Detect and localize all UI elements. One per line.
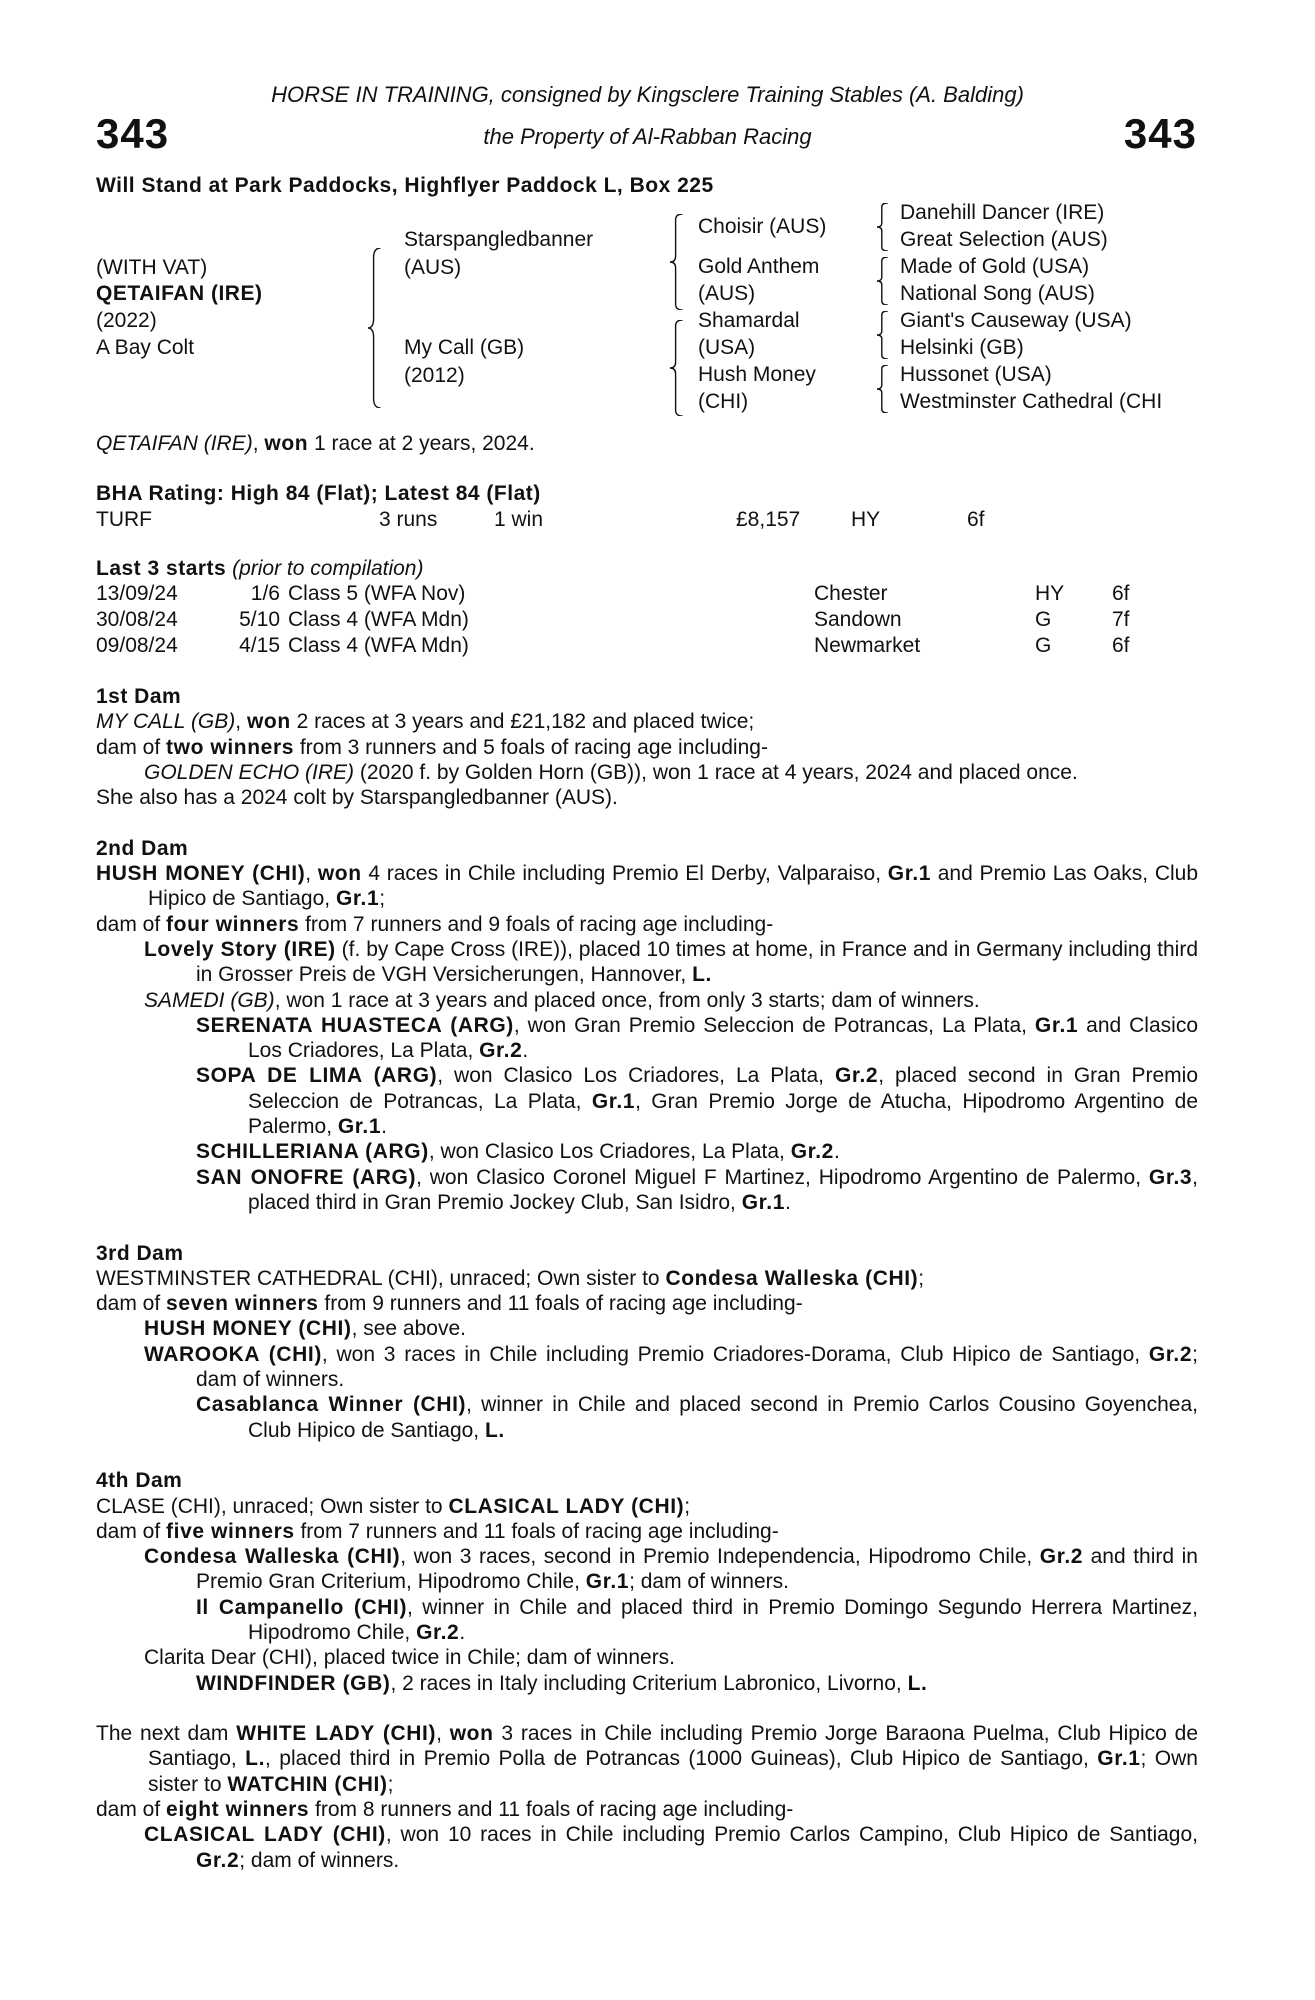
- bold-text: WAROOKA (CHI): [144, 1342, 322, 1366]
- bold-text: L.: [484, 1418, 505, 1442]
- start-pos: 4/15: [239, 634, 280, 657]
- text: from 8 runners and 11 foals of racing age including-: [309, 1798, 794, 1822]
- text: , won 3 races in Chile including Premio Criadores-Dorama, Club Hipico de Santiago,: [321, 1342, 1149, 1366]
- text: , see above.: [351, 1317, 466, 1341]
- pedigree-brace: [877, 257, 889, 305]
- pedigree-paragraph: [96, 1544, 1198, 1595]
- last-starts-heading: [96, 556, 423, 582]
- bold-text: Gr.2: [790, 1140, 834, 1164]
- text: CLASE (CHI), unraced; Own sister to: [96, 1494, 449, 1518]
- pedigree-paragraph: [96, 1139, 1198, 1164]
- text: WESTMINSTER CATHEDRAL (CHI), unraced; Own sister to: [96, 1266, 666, 1290]
- dam-year: (2012): [404, 364, 465, 387]
- italic-text: GOLDEN ECHO (IRE): [144, 760, 355, 784]
- summary-text: 1 race at 2 years, 2024.: [308, 432, 535, 455]
- pedigree-paragraph: [96, 1316, 1198, 1341]
- text: .: [785, 1190, 791, 1214]
- bold-text: SERENATA HUASTECA (ARG): [196, 1013, 514, 1037]
- text: ,: [436, 1722, 450, 1746]
- start-class: Class 5 (WFA Nov): [288, 582, 466, 605]
- text: , won 3 races, second in Premio Independencia, Hipodromo Chile,: [400, 1545, 1040, 1569]
- bold-text: won: [317, 862, 362, 886]
- great-grandparent: National Song (AUS): [900, 282, 1095, 305]
- rating-going: HY: [851, 508, 881, 531]
- text: ; dam of winners.: [239, 1848, 400, 1872]
- bold-text: HUSH MONEY (CHI): [96, 862, 306, 886]
- start-course: Chester: [814, 582, 888, 605]
- great-grandparent: Made of Gold (USA): [900, 255, 1090, 278]
- bold-text: Casablanca Winner (CHI): [196, 1393, 467, 1417]
- pedigree-brace: [670, 214, 684, 310]
- bold-text: WINDFINDER (GB): [196, 1671, 391, 1695]
- bold-text: Condesa Walleska (CHI): [665, 1266, 919, 1290]
- property-line: the Property of Al-Rabban Racing: [483, 124, 812, 149]
- text: , placed third in Gran Premio Jockey Club, San Isidro,: [248, 1165, 1198, 1214]
- pedigree-paragraph: [96, 937, 1198, 988]
- start-date: 09/08/24: [96, 634, 178, 657]
- pedigree-paragraph: [96, 1291, 1198, 1316]
- granddam-maternal: Hush Money: [698, 363, 816, 386]
- bold-text: Gr.1: [591, 1089, 636, 1113]
- pedigree-paragraph: [96, 1671, 1198, 1696]
- bold-text: Gr.2: [416, 1620, 460, 1644]
- text: and Premio Las Oaks, Club Hipico de Santiago,: [148, 862, 1199, 911]
- pedigree-paragraph: [96, 1822, 1198, 1873]
- bold-text: Gr.1: [1034, 1013, 1079, 1037]
- start-dist: 6f: [1112, 634, 1130, 657]
- summary-won: won: [264, 432, 309, 455]
- section-heading: 4th Dam: [96, 1469, 183, 1493]
- text: from 7 runners and 11 foals of racing age including-: [294, 1519, 779, 1543]
- pedigree-brace: [877, 203, 889, 251]
- start-going: HY: [1035, 582, 1065, 605]
- summary-horse-name: QETAIFAN (IRE): [96, 432, 253, 455]
- bold-text: Gr.2: [479, 1039, 523, 1063]
- bold-text: SAN ONOFRE (ARG): [196, 1165, 417, 1189]
- text: ; dam of winners.: [196, 1342, 1198, 1392]
- text: ,: [305, 862, 318, 886]
- bold-text: HUSH MONEY (CHI): [144, 1317, 352, 1341]
- last-starts-title: Last 3 starts: [96, 557, 227, 580]
- pedigree-paragraph: [96, 1342, 1198, 1393]
- pedigree-paragraph: [96, 1797, 1198, 1822]
- text: and Clasico Los Criadores, La Plata,: [248, 1013, 1198, 1063]
- text: dam of: [96, 1519, 167, 1543]
- bold-text: WATCHIN (CHI): [227, 1772, 388, 1796]
- start-dist: 6f: [1112, 582, 1130, 605]
- pedigree-brace: [368, 248, 382, 408]
- great-grandparent: Giant's Causeway (USA): [900, 309, 1132, 332]
- pedigree-paragraph: [96, 988, 1198, 1013]
- text: (f. by Cape Cross (IRE)), placed 10 times at home, in France and in Germany including third in Grosser Preis de VGH Versicherungen, Hannover,: [196, 937, 1199, 987]
- bold-text: Gr.1: [741, 1190, 785, 1214]
- italic-text: SAMEDI (GB): [144, 988, 275, 1012]
- text: ; dam of winners.: [629, 1570, 789, 1594]
- section-heading: 2nd Dam: [96, 836, 189, 860]
- bold-text: CLASICAL LADY (CHI): [144, 1823, 386, 1847]
- great-grandparent: Hussonet (USA): [900, 363, 1052, 386]
- text: dam of: [96, 735, 167, 759]
- bold-text: Gr.2: [1039, 1545, 1084, 1569]
- text: , won 10 races in Chile including Premio Carlos Campino, Club Hipico de Santiago,: [385, 1823, 1198, 1847]
- bold-text: Gr.2: [1148, 1342, 1193, 1366]
- rating-runs: 3 runs: [379, 508, 438, 531]
- section-heading: 1st Dam: [96, 685, 182, 708]
- pedigree-paragraph: [96, 1645, 1198, 1670]
- granddam-paternal-country: (AUS): [698, 282, 756, 305]
- text: She also has a 2024 colt by Starspangledbanner (AUS).: [96, 786, 618, 810]
- horse-name: QETAIFAN (IRE): [96, 282, 263, 305]
- text: .: [381, 1115, 387, 1139]
- text: dam of: [96, 1292, 167, 1316]
- text: , placed third in Premio Polla de Potrancas (1000 Guineas), Club Hipico de Santiago,: [265, 1747, 1098, 1771]
- grandsire-maternal: Shamardal: [698, 309, 800, 332]
- sire-name: Starspangledbanner: [404, 228, 594, 251]
- text: ;: [387, 1772, 394, 1796]
- bold-text: eight winners: [166, 1798, 310, 1822]
- race-summary: QETAIFAN (IRE), won 1 race at 2 years, 2024.: [96, 432, 535, 455]
- bold-text: Gr.3: [1148, 1165, 1193, 1189]
- bold-text: L.: [692, 963, 712, 987]
- text: , Gran Premio Jorge de Atucha, Hipodromo Argentino de Palermo,: [248, 1089, 1198, 1139]
- bold-text: Condesa Walleska (CHI): [144, 1545, 401, 1569]
- bold-text: Gr.1: [585, 1570, 630, 1594]
- text: Clarita Dear (CHI), placed twice in Chile; dam of winners.: [144, 1646, 676, 1670]
- bold-text: L.: [907, 1671, 928, 1695]
- rating-surface: TURF: [96, 508, 152, 531]
- bold-text: Lovely Story (IRE): [144, 937, 336, 961]
- start-course: Sandown: [814, 608, 902, 631]
- start-pos: 1/6: [250, 582, 280, 605]
- pedigree-paragraph: [96, 760, 1198, 785]
- text: , placed second in Gran Premio Seleccion de Potrancas, La Plata,: [248, 1064, 1198, 1113]
- text: , won Clasico Coronel Miguel F Martinez, Hipodromo Argentino de Palermo,: [416, 1165, 1149, 1189]
- text: .: [833, 1140, 840, 1164]
- text: , won Clasico Los Criadores, La Plata,: [437, 1064, 835, 1088]
- section-heading: 3rd Dam: [96, 1241, 184, 1265]
- bold-text: seven winners: [166, 1292, 319, 1316]
- granddam-paternal: Gold Anthem: [698, 255, 820, 278]
- bold-text: L.: [245, 1747, 266, 1771]
- bold-text: Gr.1: [337, 1115, 382, 1139]
- rating-distance: 6f: [967, 508, 985, 531]
- pedigree-paragraph: [96, 1063, 1198, 1139]
- dam-name: My Call (GB): [404, 336, 525, 359]
- text: , won 1 race at 3 years and placed once, from only 3 starts; dam of winners.: [274, 988, 980, 1012]
- pedigree-paragraph: [96, 709, 1198, 734]
- text: ; Own sister to: [148, 1747, 1198, 1796]
- bold-text: two winners: [166, 735, 294, 759]
- start-class: Class 4 (WFA Mdn): [288, 634, 469, 657]
- pedigree-brace: [877, 365, 889, 413]
- pedigree-paragraph: [96, 735, 1198, 760]
- sire-country: (AUS): [404, 256, 462, 279]
- start-going: G: [1035, 608, 1052, 631]
- bold-text: WHITE LADY (CHI): [236, 1722, 437, 1746]
- pedigree-paragraph: [96, 1494, 1198, 1519]
- text: and third in Premio Gran Criterium, Hipodromo Chile,: [196, 1545, 1198, 1594]
- pedigree-paragraph: [96, 1266, 1198, 1291]
- grandsire-paternal: Choisir (AUS): [698, 215, 827, 238]
- rating-prize: £8,157: [736, 508, 801, 531]
- start-class: Class 4 (WFA Mdn): [288, 608, 469, 631]
- text: from 3 runners and 5 foals of racing age including-: [294, 735, 768, 759]
- text: dam of: [96, 1798, 167, 1822]
- grandsire-maternal-country: (USA): [698, 336, 756, 359]
- bold-text: four winners: [166, 912, 300, 936]
- pedigree-brace: [877, 311, 889, 359]
- text: , winner in Chile and placed third in Premio Domingo Segundo Herrera Martinez, Hipodromo Chile,: [248, 1595, 1198, 1644]
- pedigree-paragraph: [96, 1013, 1198, 1064]
- consignment-line: HORSE IN TRAINING, consigned by Kingsclere Training Stables (A. Balding): [271, 82, 1024, 107]
- great-grandparent: Danehill Dancer (IRE): [900, 201, 1105, 224]
- family-details: [96, 684, 1198, 1873]
- lot-number-right: 343: [1123, 110, 1197, 157]
- pedigree-paragraph: [96, 912, 1198, 937]
- text: ,: [235, 710, 247, 734]
- horse-description: A Bay Colt: [96, 336, 195, 359]
- italic-text: MY CALL (GB): [96, 710, 236, 734]
- text: 4 races in Chile including Premio El Derby, Valparaiso,: [361, 862, 888, 886]
- bold-text: Gr.2: [196, 1848, 240, 1872]
- text: , winner in Chile and placed second in Premio Carlos Cousino Goyenchea, Club Hipico de Santiago,: [248, 1393, 1198, 1442]
- text: ;: [379, 887, 386, 911]
- granddam-maternal-country: (CHI): [698, 390, 749, 413]
- start-dist: 7f: [1112, 608, 1130, 631]
- text: The next dam: [96, 1722, 237, 1746]
- great-grandparent: Westminster Cathedral (CHI: [900, 390, 1163, 413]
- text: 3 races in Chile including Premio Jorge Baraona Puelma, Club Hipico de Santiago,: [148, 1722, 1198, 1771]
- start-course: Newmarket: [814, 634, 921, 657]
- bha-rating: BHA Rating: High 84 (Flat); Latest 84 (Flat): [96, 482, 541, 505]
- stand-location: Will Stand at Park Paddocks, Highflyer Paddock L, Box 225: [96, 174, 714, 197]
- bold-text: Gr.1: [1097, 1747, 1141, 1771]
- start-date: 30/08/24: [96, 608, 178, 631]
- text: (2020 f. by Golden Horn (GB)), won 1 race at 4 years, 2024 and placed once.: [354, 760, 1078, 784]
- pedigree-paragraph: [96, 861, 1198, 912]
- text: 2 races at 3 years and £21,182 and placed twice;: [290, 710, 755, 734]
- pedigree-paragraph: [96, 1519, 1198, 1544]
- bold-text: Il Campanello (CHI): [196, 1595, 408, 1619]
- pedigree-paragraph: [96, 1165, 1198, 1216]
- pedigree-paragraph: [96, 1721, 1198, 1797]
- bold-text: SOPA DE LIMA (ARG): [196, 1064, 438, 1088]
- foaling-year: (2022): [96, 309, 157, 332]
- start-date: 13/09/24: [96, 582, 178, 605]
- pedigree-paragraph: [96, 1595, 1198, 1646]
- great-grandparent: Great Selection (AUS): [900, 228, 1108, 251]
- text: , won Clasico Los Criadores, La Plata,: [428, 1140, 791, 1164]
- bold-text: Gr.1: [887, 862, 932, 886]
- bold-text: CLASICAL LADY (CHI): [448, 1494, 685, 1518]
- text: ;: [918, 1266, 925, 1290]
- last-starts-note: (prior to compilation): [232, 557, 424, 580]
- pedigree-paragraph: [96, 785, 1198, 810]
- bold-text: won: [246, 710, 291, 734]
- great-grandparent: Helsinki (GB): [900, 336, 1024, 359]
- start-pos: 5/10: [239, 608, 280, 631]
- vat-label: (WITH VAT): [96, 256, 208, 279]
- pedigree-brace: [670, 320, 684, 416]
- text: dam of: [96, 912, 167, 936]
- text: from 7 runners and 9 foals of racing age including-: [299, 912, 774, 936]
- start-going: G: [1035, 634, 1052, 657]
- text: .: [459, 1620, 466, 1644]
- pedigree-paragraph: [96, 1392, 1198, 1443]
- text: .: [522, 1039, 529, 1063]
- text: from 9 runners and 11 foals of racing age including-: [318, 1292, 803, 1316]
- bold-text: won: [449, 1722, 494, 1746]
- lot-number-left: 343: [96, 110, 170, 157]
- bold-text: Gr.1: [335, 887, 380, 911]
- rating-wins: 1 win: [494, 508, 544, 531]
- text: , won Gran Premio Seleccion de Potrancas, La Plata,: [513, 1013, 1035, 1037]
- bold-text: SCHILLERIANA (ARG): [196, 1140, 429, 1164]
- bold-text: five winners: [166, 1519, 295, 1543]
- text: , 2 races in Italy including Criterium Labronico, Livorno,: [390, 1671, 908, 1695]
- text: ;: [684, 1494, 691, 1518]
- bold-text: Gr.2: [834, 1064, 879, 1088]
